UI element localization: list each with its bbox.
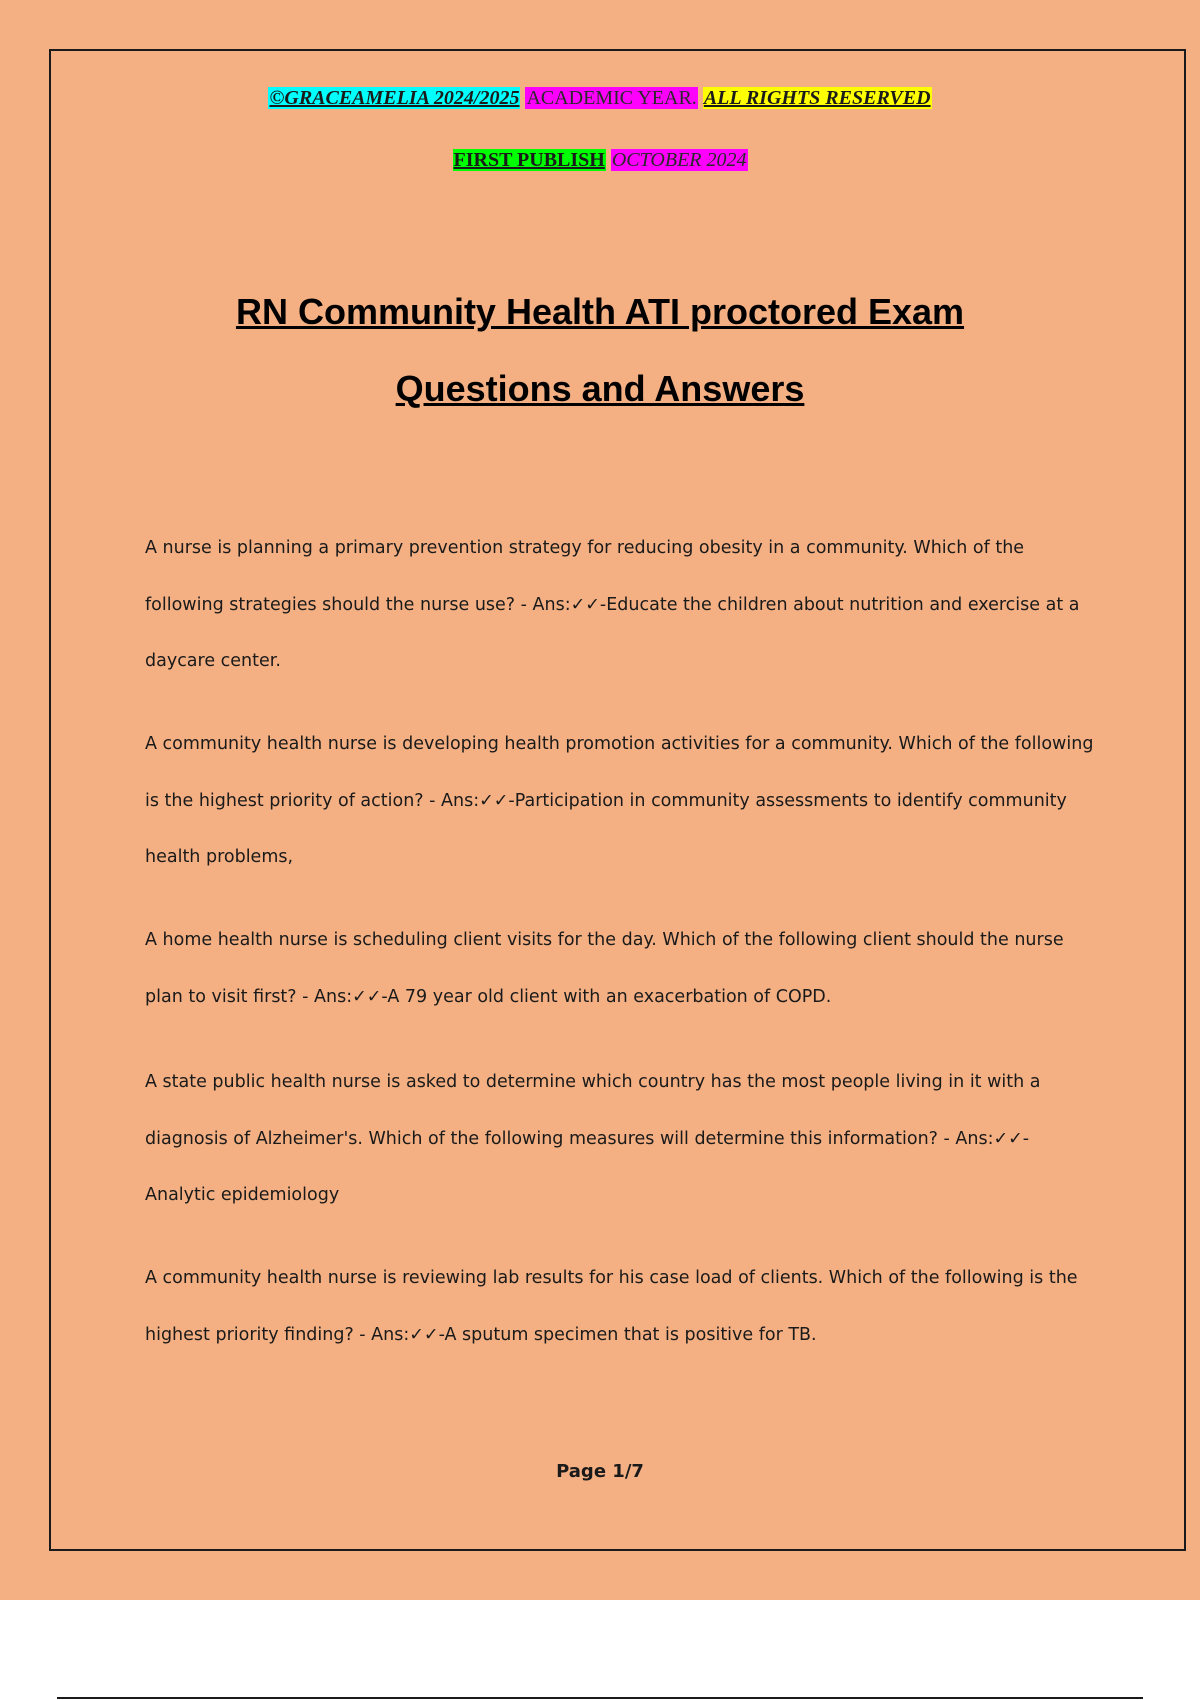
page-number: Page 1/7 — [556, 1461, 644, 1482]
question-answer-4: A state public health nurse is asked to determine which country has the most people living in it with a diagnosis of Alzheimer's. Which of the following measures will determine this information? - Ans:✓✓-Analytic epidemiology — [145, 1072, 1041, 1205]
copyright-text: ©GRACEAMELIA 2024/2025 — [269, 87, 520, 109]
question-answer-2: A community health nurse is developing health promotion activities for a community. Which of the following is the highest priority of action? - Ans:✓✓-Participation in community assessments to identify community health problems, — [145, 734, 1094, 867]
question-answer-1: A nurse is planning a primary prevention strategy for reducing obesity in a community. Which of the following strategies should the nurse use? - Ans:✓✓-Educate the children about nutrition and exercise at a daycare center. — [145, 538, 1080, 671]
rights-reserved-text: ALL RIGHTS RESERVED — [703, 87, 931, 109]
question-answer-5: A community health nurse is reviewing lab results for his case load of clients. Which of the following is the highest priority finding? - Ans:✓✓-A sputum specimen that is positive for TB. — [145, 1268, 1078, 1345]
publish-date-text: OCTOBER 2024 — [611, 149, 747, 171]
first-publish-text: FIRST PUBLISH — [453, 149, 605, 171]
document-title-line2: Questions and Answers — [395, 368, 805, 409]
copyright-header — [0, 86, 1200, 110]
document-title-line1: RN Community Health ATI proctored Exam — [235, 291, 965, 332]
next-page-rule — [57, 1697, 1143, 1699]
publish-header — [0, 148, 1200, 172]
academic-year-text: ACADEMIC YEAR. — [526, 87, 697, 109]
question-answer-3: A home health nurse is scheduling client visits for the day. Which of the following client should the nurse plan to visit first? - Ans:✓✓-A 79 year old client with an exacerbation of COPD. — [145, 930, 1064, 1007]
